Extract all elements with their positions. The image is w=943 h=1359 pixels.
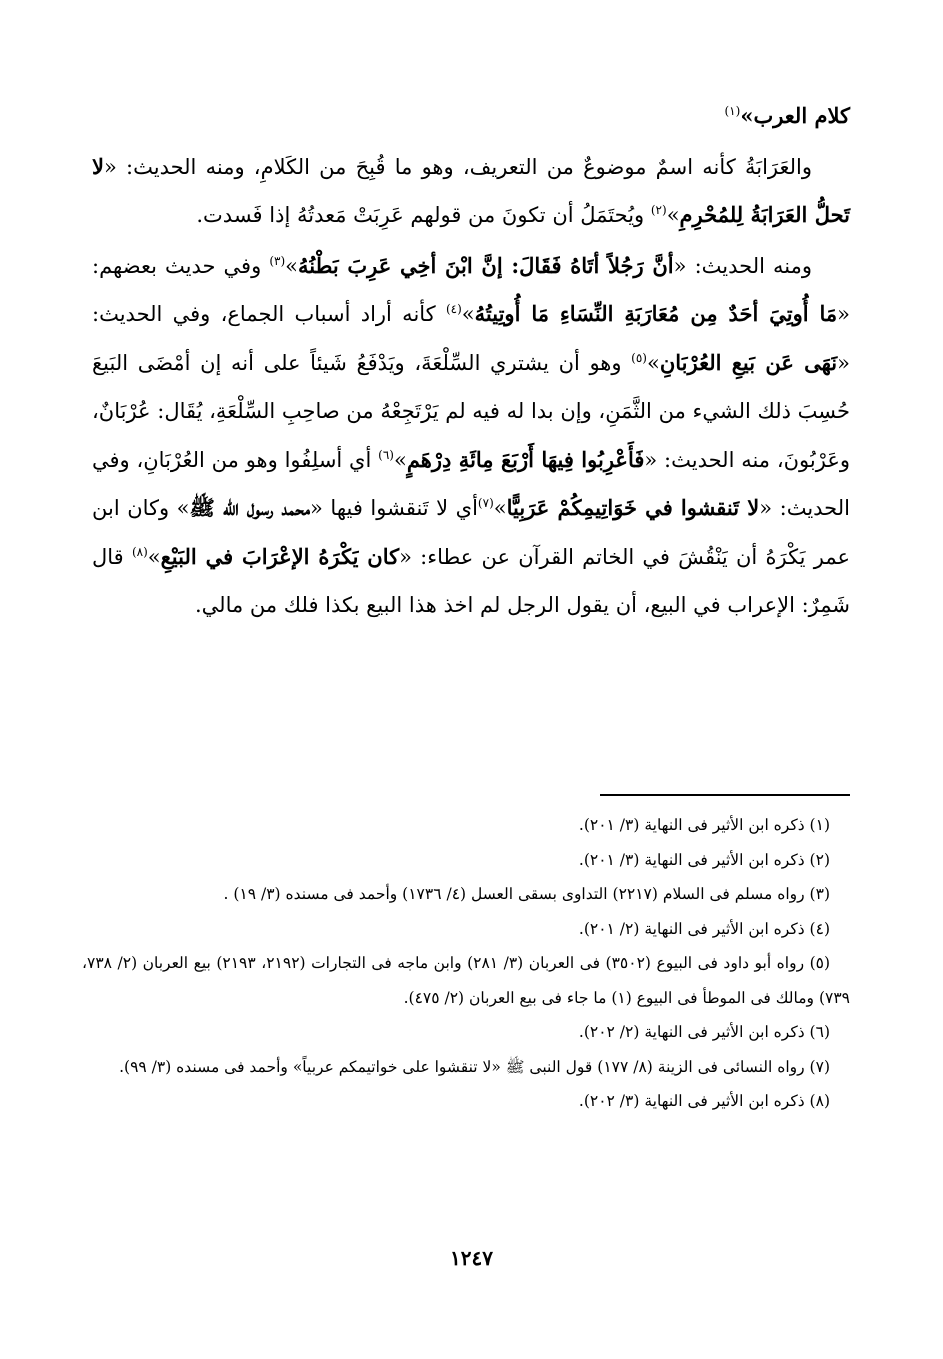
footnote-ref: (٣) bbox=[269, 253, 286, 268]
text-run: كأنه أراد أسباب الجماع، وفي الحديث: « bbox=[92, 302, 850, 375]
text-run: ومنه الحديث: « bbox=[673, 253, 812, 278]
hadith-quote: لا تَحلُّ العَرَابَةُ لِلمُحْرِمِ bbox=[92, 153, 850, 227]
body-text bbox=[92, 92, 850, 630]
paragraph-1 bbox=[92, 92, 850, 141]
text-run: قال شَمِرٌ: الإعراب في البيع، أن يقول الرجل لم اخذ هذا البيع بكذا فلك من مالي. bbox=[92, 544, 850, 617]
text-run: » bbox=[285, 253, 299, 278]
footnote-7: (٧) رواه النسائى فى الزينة (٨/ ١٧٧) قول النبى ﷺ «لا تنقشوا على خواتيمكم عربياً» وأحمد فى مسنده (٣/ ٩٩). bbox=[119, 1057, 830, 1076]
text-run: كلام العرب» bbox=[740, 103, 850, 128]
footnote-ref: (٧) bbox=[477, 496, 494, 510]
footnote-separator bbox=[600, 794, 850, 796]
hadith-quote: مَا أُوتِيَ أحَدٌ مِن مُعَارَبَةِ النِّسَاءِ مَا أُوتِيتُهُ bbox=[474, 301, 838, 326]
footnote-ref: (٢) bbox=[650, 203, 667, 217]
hadith-quote: أنَّ رَجُلاً أتَاهُ فَقَالَ: إنَّ ابْنَ أخِي عَرِبَ بَطْنُهُ bbox=[298, 252, 674, 278]
footnote-2: (٢) ذكره ابن الأثير فى النهاية (٣/ ٢٠١). bbox=[578, 850, 830, 869]
text-run: أي لا تَنقشوا فيها « bbox=[310, 496, 478, 520]
quoted-phrase: محمد رسول الله ﷺ bbox=[189, 495, 311, 520]
text-run: وهو أن يشتري السِّلْعَةَ، ويَدْفَعُ شَيئاً على أنه إن أمْضَى البَيعَ حُسِبَ ذلك الشيء من الثَّمَنِ، وإن بدا له فيه لم يَرْتَجِعْهُ من صاحِبِ السِّلْعَةِ، يُقَال: عُرْبَانٌ، وعَرْبُونَ، منه الحديث: « bbox=[92, 350, 850, 472]
footnote-ref: (٤) bbox=[445, 302, 462, 316]
footnote-ref: (٥) bbox=[631, 350, 647, 365]
paragraph-3 bbox=[92, 242, 850, 630]
text-run: » bbox=[393, 447, 407, 472]
page-number: ١٢٤٧ bbox=[450, 1246, 493, 1270]
paragraph-2 bbox=[92, 143, 850, 240]
hadith-quote: لا تَنقشوا في خَوَاتِيمِكُمْ عَرَبِيًّا bbox=[506, 495, 760, 520]
text-run: وفي حديث بعضهم: « bbox=[92, 253, 850, 326]
hadith-quote: نَهَى عَن بَيعِ العُرْبَانِ bbox=[659, 349, 838, 375]
footnotes bbox=[82, 808, 850, 1119]
hadith-quote: فَأَعْرِبُوا فِيهَا أَرْبَعَ مِائَةِ دِرْهَمٍ bbox=[406, 446, 645, 472]
footnote-1: (١) ذكره ابن الأثير فى النهاية (٣/ ٢٠١). bbox=[578, 816, 830, 834]
footnote-4: (٤) ذكره ابن الأثير فى النهاية (٢/ ٢٠١). bbox=[578, 919, 830, 938]
footnote-6: (٦) ذكره ابن الأثير فى النهاية (٢/ ٢٠٢). bbox=[578, 1023, 830, 1041]
footnote-ref: (٦) bbox=[378, 447, 394, 462]
text-run: » bbox=[646, 350, 660, 375]
text-run: ويُحتَمَلُ أن تكونَ من قولهم عَرِبَتْ مَعدتُهُ إذا فَسدت. bbox=[196, 203, 651, 227]
footnote-3: (٣) رواه مسلم فى السلام (٢٢١٧) التداوى بسقى العسل (٤/ ١٧٣٦) وأحمد فى مسنده (٣/ ١٩) . bbox=[223, 885, 830, 903]
text-run: » وكان ابن عمر يَكْرَهُ أن يَنْقُشَ في الخاتم القرآن عن عطاء: « bbox=[92, 496, 850, 569]
footnote-ref: (١) bbox=[724, 104, 741, 118]
hadith-quote: كان يَكْرَهُ الإعْرَابَ في البَيْعِ bbox=[160, 543, 400, 569]
footnote-5: (٥) رواه أبو داود فى البيوع (٣٥٠٢) فى العربان (٣/ ٢٨١) وابن ماجه فى التجارات (٢١٩٢، ٢١٩٣) بيع العربان (٢/ ٧٣٨، ٧٣٩) ومالك فى الموطأ فى البيوع (١) ما جاء فى بيع العربان (٢/ ٤٧٥). bbox=[82, 954, 850, 1007]
footnote-ref: (٨) bbox=[131, 544, 148, 559]
text-run: » bbox=[666, 203, 680, 227]
text-run: » bbox=[493, 496, 507, 520]
text-run: أي أسلِفُوا وهو من العُرْبَانِ، وفي الحديث: « bbox=[92, 447, 850, 520]
text-run: والعَرَابَةُ كأنه اسمٌ موضوعٌ من التعريف، وهو ما قُبِحَ من الكَلامِ، ومنه الحديث: « bbox=[103, 154, 812, 179]
text-run: » bbox=[461, 302, 475, 326]
text-run: » bbox=[147, 544, 161, 569]
footnote-8: (٨) ذكره ابن الأثير فى النهاية (٣/ ٢٠٢). bbox=[578, 1092, 830, 1110]
